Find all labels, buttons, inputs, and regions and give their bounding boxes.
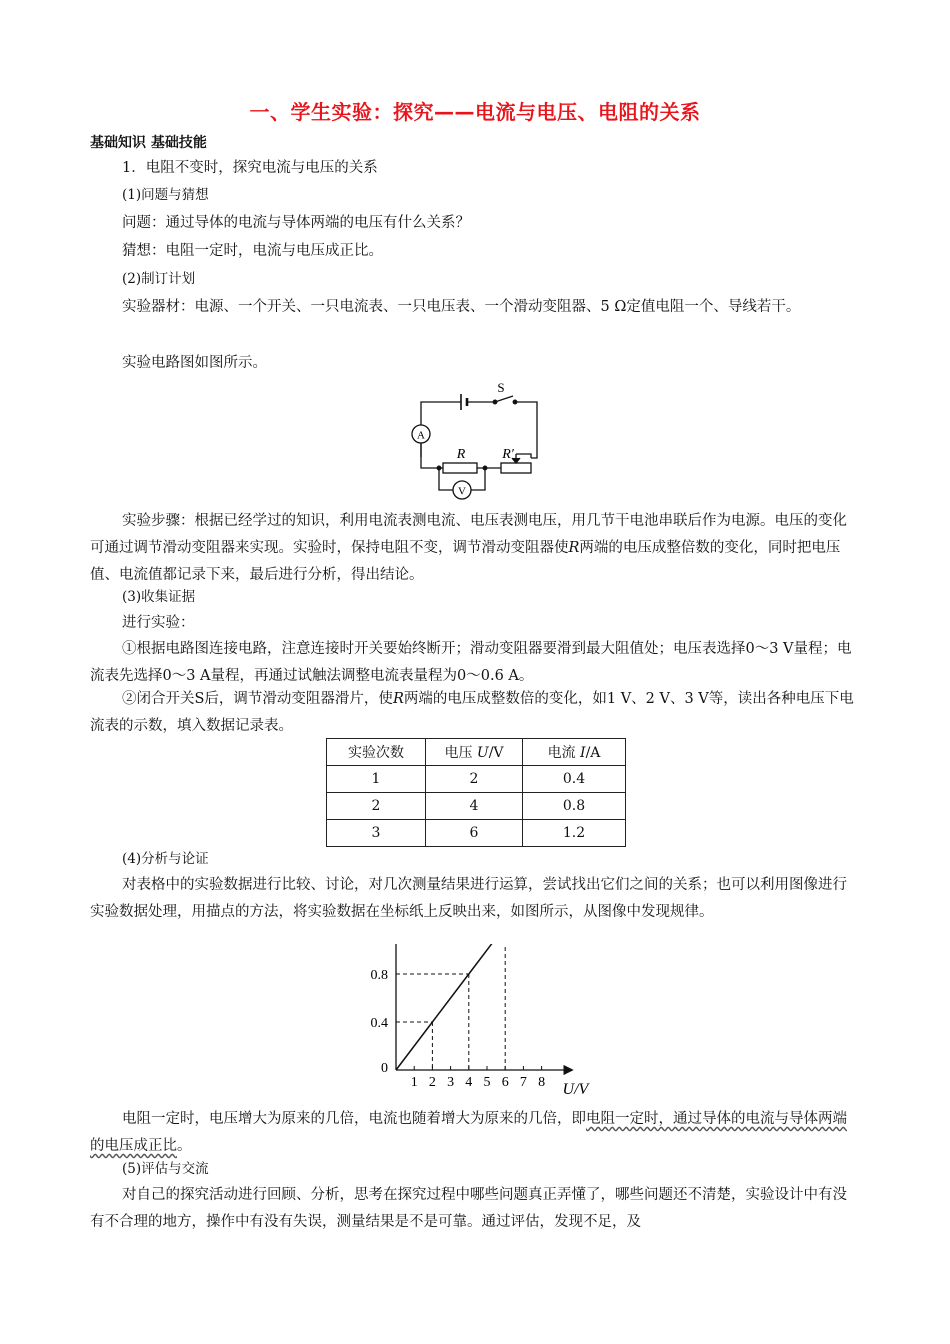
table-header: 实验次数 — [327, 739, 426, 766]
table-cell: 0.4 — [523, 766, 626, 793]
resistor-icon — [443, 463, 477, 473]
guess: 猜想：电阻一定时，电流与电压成正比。 — [122, 243, 383, 259]
circuit-caption: 实验电路图如图所示。 — [122, 355, 267, 371]
origin-label: 0 — [381, 1061, 388, 1076]
table-cell: 0.8 — [523, 793, 626, 820]
x-tick-label: 8 — [538, 1075, 546, 1090]
table-cell: 2 — [426, 766, 523, 793]
step-a: ①根据电路图连接电路，注意连接时开关要始终断开；滑动变阻器要滑到最大阻值处；电压表选择0～3 V量程；电流表先选择0～3 A量程，再通过试触法调整电流表量程为0～0.6 A。 — [90, 641, 852, 684]
table-cell: 3 — [327, 820, 426, 847]
x-tick-label: 2 — [428, 1075, 436, 1090]
step-b: ②闭合开关S后，调节滑动变阻器滑片，使R两端的电压成整数倍的变化，如1 V、2 V、3 V等，读出各种电压下电流表的示数，填入数据记录表。 — [90, 691, 854, 734]
x-tick-label: 1 — [410, 1075, 418, 1090]
iu-chart — [362, 944, 592, 1102]
switch-label: S — [497, 380, 505, 395]
x-axis-label: U/V — [562, 1081, 589, 1098]
page-title: 一、学生实验：探究——电流与电压、电阻的关系 — [249, 100, 701, 124]
item-1: 1．电阻不变时，探究电流与电压的关系 — [122, 160, 378, 176]
conduct-label: 进行实验： — [122, 615, 195, 631]
y-tick-label: 0.8 — [370, 968, 388, 983]
table-cell: 1.2 — [523, 820, 626, 847]
x-tick-label: 7 — [519, 1075, 527, 1090]
voltmeter-label: V — [458, 485, 466, 498]
steps-paragraph: 实验步骤：根据已经学过的知识，利用电流表测电流、电压表测电压，用几节干电池串联后作为电源。电压的变化可通过调节滑动变阻器来实现。实验时，保持电阻不变，调节滑动变阻器使R两端的电压成整倍数的变化，同时把电压值、电流值都记录下来，最后进行分析，得出结论。 — [90, 513, 847, 583]
rheostat-label: R′ — [502, 447, 514, 462]
s1-heading: (1)问题与猜想 — [122, 187, 209, 203]
x-tick-label: 5 — [483, 1075, 491, 1090]
x-tick-label: 3 — [447, 1075, 455, 1090]
rheostat-icon — [501, 463, 531, 473]
key-conclusion: 电阻一定时，通过导体的电流与导体两端的电压成正比 — [90, 1111, 847, 1154]
table-cell: 4 — [426, 793, 523, 820]
table-cell: 2 — [327, 793, 426, 820]
table-header: 电压 U/V — [426, 739, 523, 766]
table-row — [327, 766, 626, 793]
circuit-diagram — [405, 380, 545, 502]
table-header: 电流 I/A — [523, 739, 626, 766]
s2-heading: (2)制订计划 — [122, 271, 196, 287]
resistor-label: R — [456, 447, 466, 462]
x-tick-label: 6 — [501, 1075, 509, 1090]
section-heading: 基础知识 基础技能 — [90, 135, 207, 151]
ammeter-label: A — [417, 429, 425, 442]
table-header-row — [327, 739, 626, 766]
y-tick-label: 0.4 — [370, 1016, 388, 1031]
s5-heading: (5)评估与交流 — [122, 1161, 209, 1177]
series-line — [396, 944, 522, 1070]
data-table — [326, 738, 626, 847]
analysis-paragraph: 对表格中的实验数据进行比较、讨论，对几次测量结果进行运算，尝试找出它们之间的关系；也可以利用图像进行实验数据处理，用描点的方法，将实验数据在坐标纸上反映出来，如图所示，从图像中发现规律。 — [90, 877, 847, 920]
table-row — [327, 793, 626, 820]
table-cell: 6 — [426, 820, 523, 847]
table-row — [327, 820, 626, 847]
s3-heading: (3)收集证据 — [122, 589, 196, 605]
table-cell: 1 — [327, 766, 426, 793]
s4-heading: (4)分析与论证 — [122, 851, 209, 867]
equipment-paragraph: 实验器材：电源、一个开关、一只电流表、一只电压表、一个滑动变阻器、5 Ω定值电阻一个、导线若干。 — [122, 299, 801, 315]
x-tick-label: 4 — [465, 1075, 473, 1090]
evaluation-paragraph: 对自己的探究活动进行回顾、分析，思考在探究过程中哪些问题真正弄懂了，哪些问题还不清楚，实验设计中有没有不合理的地方，操作中有没有失误，测量结果是不是可靠。通过评估，发现不足，及 — [90, 1187, 847, 1230]
conclusion-paragraph: 电阻一定时，电压增大为原来的几倍，电流也随着增大为原来的几倍，即电阻一定时，通过导体的电流与导体两端的电压成正比。 — [90, 1111, 847, 1154]
question: 问题：通过导体的电流与导体两端的电压有什么关系？ — [122, 215, 470, 231]
